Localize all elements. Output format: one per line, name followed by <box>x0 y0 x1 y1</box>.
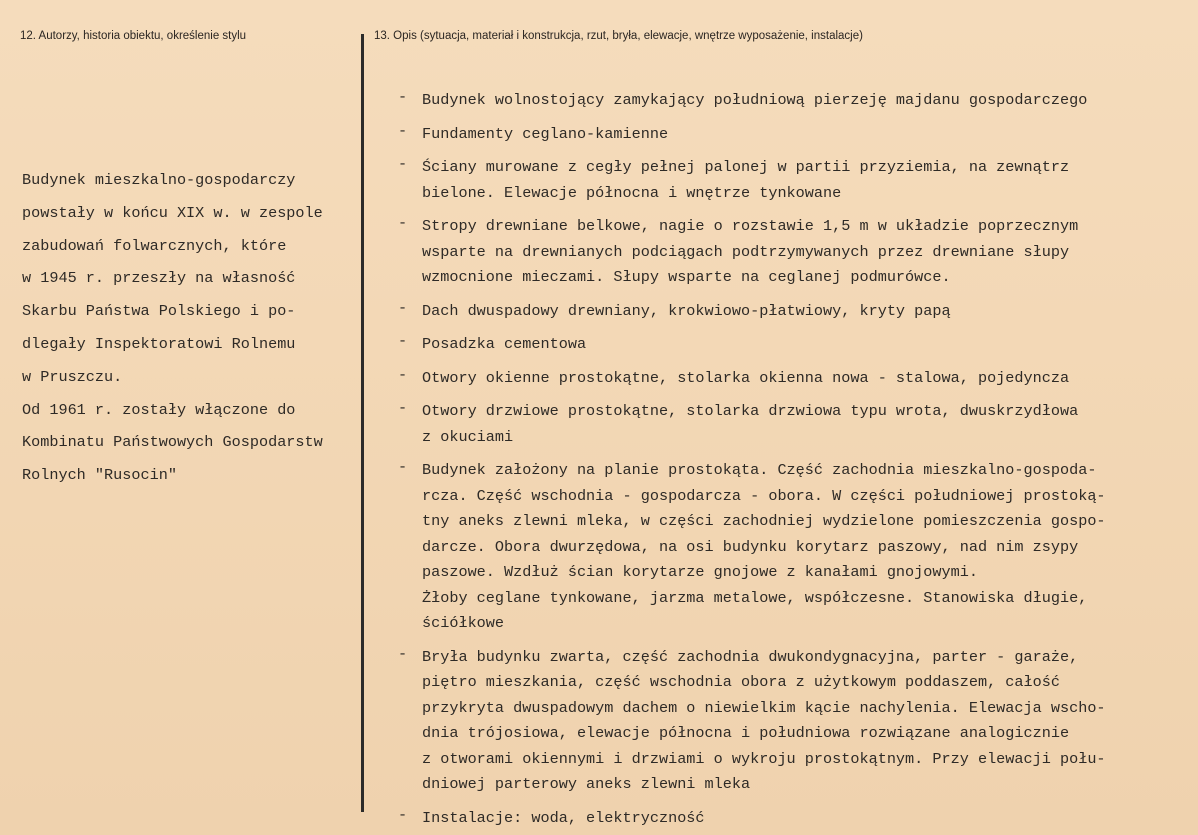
description-line: piętro mieszkania, część wschodnia obora z użytkowym poddaszem, całość <box>422 673 1060 691</box>
bullet-dash: - <box>398 121 408 140</box>
section-12-header: 12. Autorzy, historia obiektu, określenie stylu <box>20 30 247 42</box>
description-list <box>398 80 1188 831</box>
bullet-dash: - <box>398 399 408 417</box>
history-line: dlegały Inspektoratowi Rolnemu <box>22 334 296 353</box>
description-line: Budynek założony na planie prostokąta. Część zachodnia mieszkalno-gospoda- <box>422 461 1097 479</box>
description-line: przykryta dwuspadowym dachem o niewielkim kącie nachylenia. Elewacja wscho- <box>422 698 1106 717</box>
description-line: Otwory okienne prostokątne, stolarka okienna nowa - stalowa, pojedyncza <box>422 368 1070 387</box>
description-line: Posadzka cementowa <box>422 335 587 353</box>
description-line: darcze. Obora dwurzędowa, na osi budynku korytarz paszowy, nad nim zsypy <box>422 537 1079 556</box>
description-line: Żłoby ceglane tynkowane, jarzma metalowe, współczesne. Stanowiska długie, <box>422 588 1088 607</box>
description-item <box>398 155 1188 206</box>
description-item <box>398 122 1188 148</box>
description-line: Ściany murowane z cegły pełnej palonej w partii przyziemia, na zewnątrz <box>422 158 1070 176</box>
description-line: Fundamenty ceglano-kamienne <box>422 124 669 143</box>
description-line: Dach dwuspadowy drewniany, krokwiowo-płatwiowy, kryty papą <box>422 301 951 320</box>
history-line: Rolnych "Rusocin" <box>22 466 177 485</box>
section-13-header: 13. Opis (sytuacja, materiał i konstrukcja, rzut, bryła, elewacje, wnętrze wyposażenie, instalacje) <box>374 30 863 42</box>
description-line: Bryła budynku zwarta, część zachodnia dwukondygnacyjna, parter - garaże, <box>422 647 1079 666</box>
description-line: ściółkowe <box>422 614 505 632</box>
history-line: Od 1961 r. zostały włączone do <box>22 400 296 419</box>
description-item <box>398 214 1188 291</box>
bullet-dash: - <box>398 214 408 232</box>
description-line: Stropy drewniane belkowe, nagie o rozstawie 1,5 m w układzie poprzecznym <box>422 217 1079 235</box>
history-line: Budynek mieszkalno-gospodarczy <box>22 171 296 189</box>
description-line: Instalacje: woda, elektryczność <box>422 808 705 827</box>
description-line: z otworami okiennymi i drzwiami o wykroju prostokątnym. Przy elewacji połu- <box>422 749 1106 768</box>
description-item <box>398 88 1188 114</box>
description-item <box>398 645 1188 798</box>
description-item <box>398 299 1188 325</box>
description-item <box>398 332 1188 358</box>
description-item <box>398 366 1188 392</box>
history-line: powstały w końcu XIX w. w zespole <box>22 203 323 222</box>
bullet-dash: - <box>398 644 408 663</box>
description-line: rcza. Część wschodnia - gospodarcza - obora. W części południowej prostoką- <box>422 486 1106 505</box>
bullet-dash: - <box>398 365 408 384</box>
description-line: paszowe. Wzdłuż ścian korytarze gnojowe z kanałami gnojowymi. <box>422 563 978 581</box>
bullet-dash: - <box>398 458 408 476</box>
description-item <box>398 458 1188 637</box>
history-line: Kombinatu Państwowych Gospodarstw <box>22 433 323 452</box>
description-line: dniowej parterowy aneks zlewni mleka <box>422 775 751 793</box>
bullet-dash: - <box>398 155 408 173</box>
bullet-dash: - <box>398 298 408 317</box>
description-line: dnia trójosiowa, elewacje północna i południowa rozwiązane analogicznie <box>422 724 1070 742</box>
description-item <box>398 806 1188 832</box>
description-line: bielone. Elewacje północna i wnętrze tynkowane <box>422 183 842 202</box>
history-line: zabudowań folwarcznych, które <box>22 236 287 255</box>
description-line: wsparte na drewnianych podciągach podtrzymywanych przez drewniane słupy <box>422 242 1070 261</box>
description-line: tny aneks zlewni mleka, w części zachodniej wydzielone pomieszczenia gospo- <box>422 512 1106 530</box>
history-line: w 1945 r. przeszły na własność <box>22 269 296 288</box>
history-line: Skarbu Państwa Polskiego i po- <box>22 302 296 321</box>
description-line: z okuciami <box>422 427 514 446</box>
history-line: w Pruszczu. <box>22 367 123 386</box>
description-item <box>398 399 1188 450</box>
description-line: wzmocnione mieczami. Słupy wsparte na ceglanej podmurówce. <box>422 268 951 286</box>
history-text <box>22 164 362 492</box>
bullet-dash: - <box>398 805 408 824</box>
bullet-dash: - <box>398 88 408 106</box>
description-line: Budynek wolnostojący zamykający południową pierzeję majdanu gospodarczego <box>422 91 1088 109</box>
bullet-dash: - <box>398 332 408 350</box>
description-line: Otwory drzwiowe prostokątne, stolarka drzwiowa typu wrota, dwuskrzydłowa <box>422 402 1079 420</box>
